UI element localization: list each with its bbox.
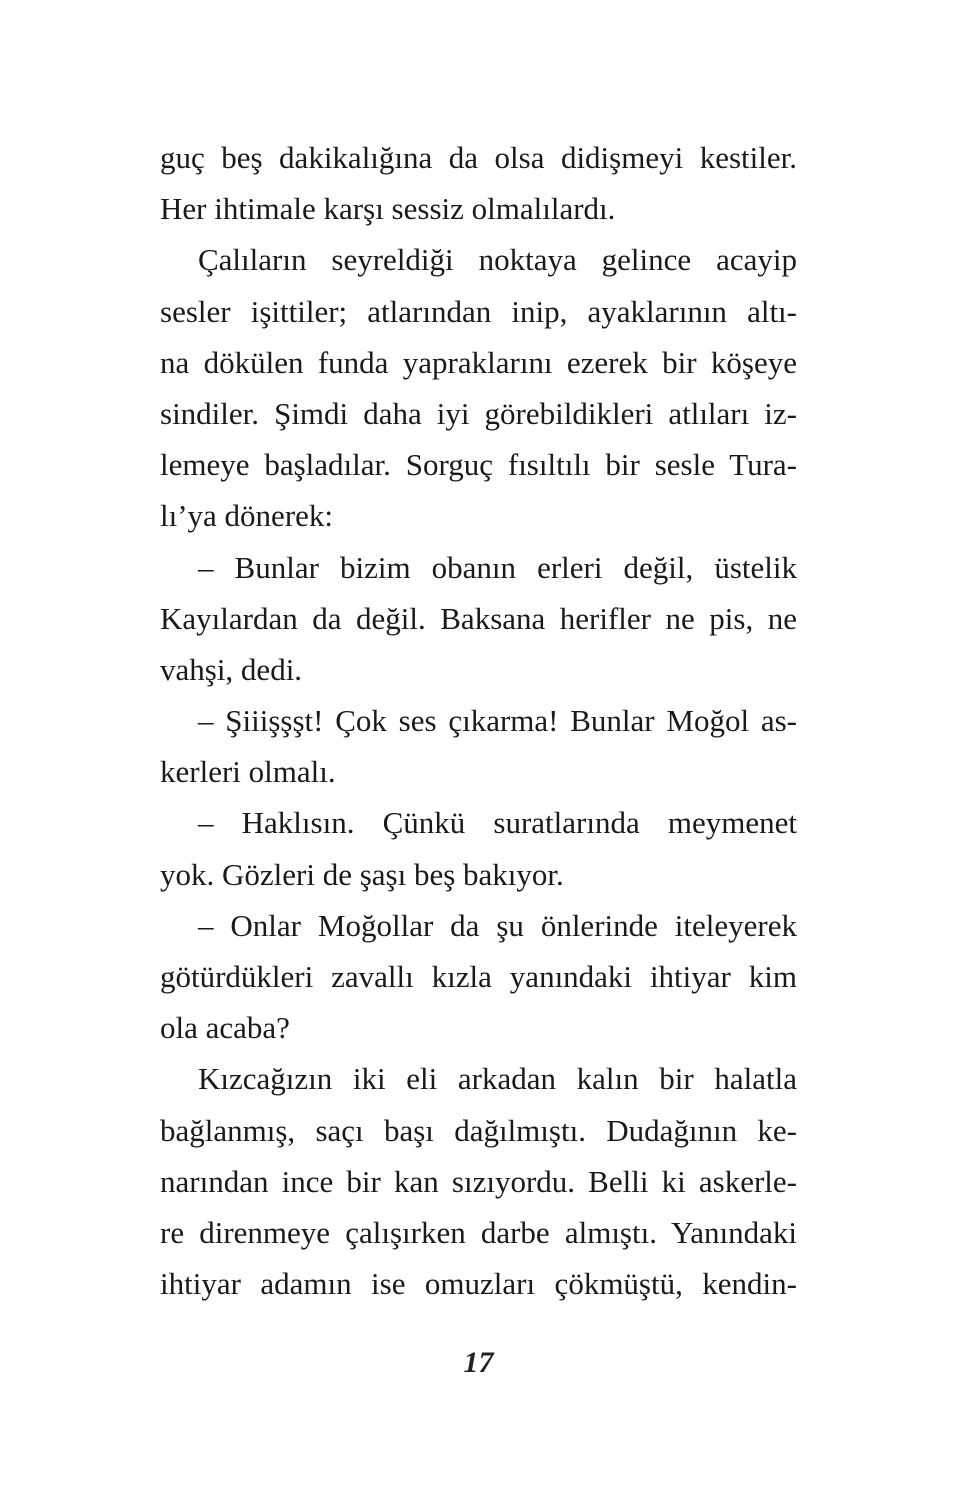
text-line: guç beş dakikalığına da olsa didişmeyi kestiler.	[160, 140, 797, 175]
text-line: Her ihtimale karşı sessiz olmalılardı.	[160, 191, 616, 227]
text-line: na dökülen funda yapraklarını ezerek bir köşeye	[160, 344, 797, 380]
text-line: ola acaba?	[160, 1010, 290, 1046]
text-line: vahşi, dedi.	[160, 651, 303, 687]
text-line: Kayılardan da değil. Baksana herifler ne pis, ne	[160, 600, 797, 636]
text-line: – Şiiişşşt! Çok ses çıkarma! Bunlar Moğol as-	[198, 703, 797, 739]
text-line: lı’ya dönerek:	[160, 498, 334, 534]
body-text	[160, 132, 797, 1309]
text-line: Çalıların seyreldiği noktaya gelince acayip	[198, 242, 797, 278]
text-line: sesler işittiler; atlarından inip, ayaklarının altı-	[160, 293, 797, 329]
text-line: – Onlar Moğollar da şu önlerinde iteleyerek	[198, 907, 797, 943]
text-line: kerleri olmalı.	[160, 754, 336, 790]
text-line: bağlanmış, saçı başı dağılmıştı. Dudağının ke-	[160, 1112, 797, 1148]
text-line: sindiler. Şimdi daha iyi görebildikleri atlıları iz-	[160, 395, 797, 431]
text-line: lemeye başladılar. Sorguç fısıltılı bir sesle Tura-	[160, 447, 797, 483]
text-line: narından ince bir kan sızıyordu. Belli ki askerle-	[160, 1163, 797, 1199]
text-line: – Bunlar bizim obanın erleri değil, üstelik	[198, 549, 797, 585]
text-line: ihtiyar adamın ise omuzları çökmüştü, kendin-	[160, 1266, 797, 1302]
text-line: – Haklısın. Çünkü suratlarında meymenet	[198, 805, 797, 841]
text-line: re direnmeye çalışırken darbe almıştı. Yanındaki	[160, 1214, 797, 1250]
text-line: götürdükleri zavallı kızla yanındaki ihtiyar kim	[160, 959, 797, 994]
page-number: 17	[463, 1346, 494, 1379]
text-line: yok. Gözleri de şaşı beş bakıyor.	[160, 856, 564, 892]
text-line: Kızcağızın iki eli arkadan kalın bir halatla	[198, 1061, 797, 1097]
